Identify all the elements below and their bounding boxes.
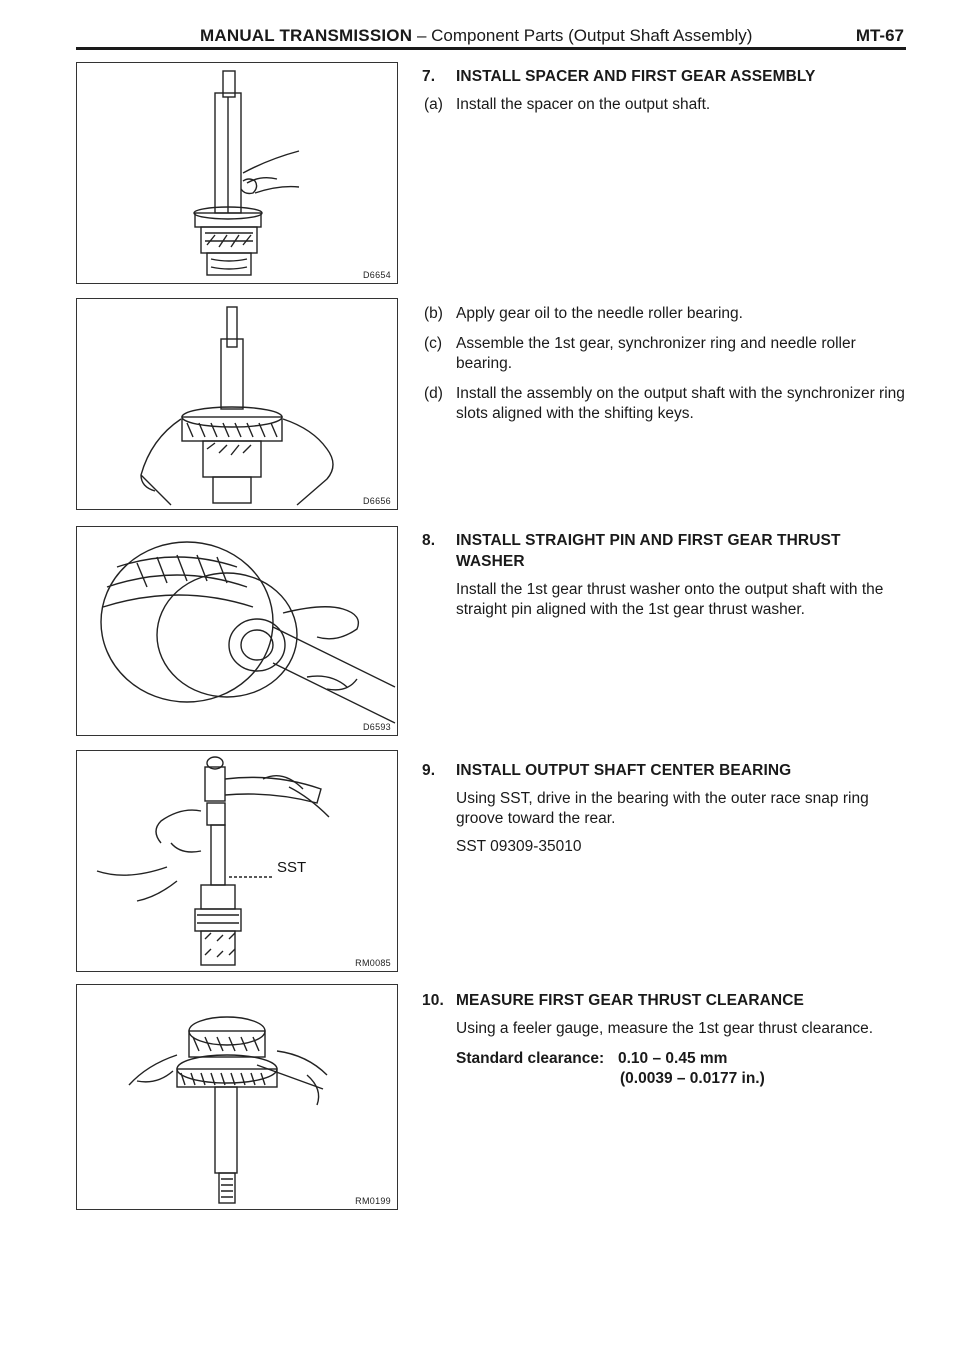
step-heading: INSTALL STRAIGHT PIN AND FIRST GEAR THRUST WASHER — [456, 532, 841, 570]
step-heading: INSTALL SPACER AND FIRST GEAR ASSEMBLY — [456, 68, 816, 85]
standard-clearance-spec — [456, 1049, 912, 1089]
substep-text: Assemble the 1st gear, synchronizer ring and needle roller bearing. — [456, 335, 856, 372]
substep-text: Apply gear oil to the needle roller bearing. — [456, 305, 743, 322]
step-title — [424, 66, 912, 87]
figure-install-spacer — [76, 62, 398, 284]
figure-code: RM0085 — [355, 958, 391, 968]
illustration-spacer — [77, 63, 398, 284]
substep-b — [424, 304, 912, 324]
substep-text: Install the assembly on the output shaft with the synchronizer ring slots aligned with the shifting keys. — [456, 385, 905, 422]
step-title — [424, 760, 912, 781]
step-text: Using SST, drive in the bearing with the outer race snap ring groove toward the rear. — [456, 790, 869, 827]
substep-label: (d) — [424, 385, 443, 402]
figure-center-bearing — [76, 750, 398, 972]
step-9 — [424, 760, 912, 857]
figure-code: D6593 — [362, 722, 391, 732]
substep-text: Install the spacer on the output shaft. — [456, 96, 711, 113]
illustration-first-gear — [77, 299, 398, 510]
figure-code: RM0199 — [355, 1196, 391, 1206]
spec-values — [618, 1049, 765, 1089]
step-number: 10. — [422, 992, 444, 1009]
step-number: 9. — [422, 762, 436, 779]
step-7 — [424, 66, 912, 115]
figure-code: D6656 — [362, 496, 391, 506]
substep-a — [424, 95, 912, 115]
step-7-continued — [424, 304, 912, 424]
step-heading: MEASURE FIRST GEAR THRUST CLEARANCE — [456, 992, 804, 1009]
figure-install-first-gear — [76, 298, 398, 510]
illustration-thrust-clearance — [77, 985, 398, 1210]
sst-number: SST 09309-35010 — [456, 838, 582, 855]
spec-value-in: (0.0039 – 0.0177 in.) — [620, 1070, 765, 1087]
step-text: Using a feeler gauge, measure the 1st gear thrust clearance. — [456, 1020, 874, 1037]
header-rule — [76, 47, 906, 50]
header-subsection: – Component Parts (Output Shaft Assembly) — [416, 26, 753, 45]
sst-callout: SST — [277, 859, 307, 876]
illustration-center-bearing — [77, 751, 398, 972]
substep-label: (c) — [424, 335, 443, 352]
spec-value-mm: 0.10 – 0.45 mm — [618, 1050, 728, 1067]
header-section: MANUAL TRANSMISSION — [200, 26, 413, 45]
header-title — [200, 24, 752, 48]
step-8 — [424, 530, 912, 620]
step-title — [424, 530, 912, 572]
substep-label: (a) — [424, 96, 443, 113]
substep-label: (b) — [424, 305, 443, 322]
page-header — [76, 24, 904, 48]
figure-thrust-clearance — [76, 984, 398, 1210]
substep-c — [424, 334, 912, 374]
step-heading: INSTALL OUTPUT SHAFT CENTER BEARING — [456, 762, 792, 779]
page-number: MT-67 — [855, 26, 904, 45]
step-text: Install the 1st gear thrust washer onto the output shaft with the straight pin aligned with the 1st gear thrust washer. — [456, 581, 884, 618]
step-number: 7. — [422, 68, 436, 85]
spec-label: Standard clearance: — [456, 1050, 605, 1067]
figure-thrust-washer — [76, 526, 398, 736]
substep-d — [424, 384, 912, 424]
step-number: 8. — [422, 532, 436, 549]
illustration-thrust-washer — [77, 527, 398, 736]
figure-code: D6654 — [362, 270, 391, 280]
step-10 — [424, 990, 912, 1089]
step-title — [424, 990, 912, 1011]
